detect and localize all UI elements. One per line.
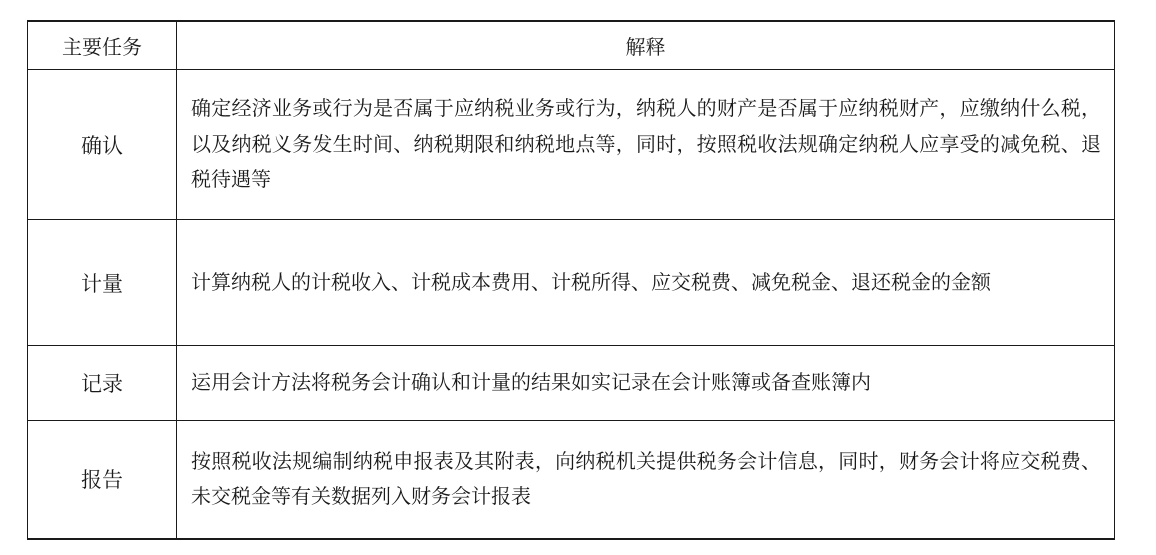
table-row [28, 220, 1115, 346]
table-row [28, 346, 1115, 421]
header-explanation: 解释 [177, 21, 1115, 70]
task-cell: 确认 [28, 70, 177, 220]
explanation-cell: 确定经济业务或行为是否属于应纳税业务或行为，纳税人的财产是否属于应纳税财产，应缴纳什么税，以及纳税义务发生时间、纳税期限和纳税地点等，同时，按照税收法规确定纳税人应享受的减免税、退税待遇等 [177, 70, 1115, 220]
explanation-cell: 计算纳税人的计税收入、计税成本费用、计税所得、应交税费、减免税金、退还税金的金额 [177, 220, 1115, 346]
table-row [28, 421, 1115, 539]
table-header-row [28, 21, 1115, 70]
table-row [28, 70, 1115, 220]
task-cell: 记录 [28, 346, 177, 421]
header-task: 主要任务 [28, 21, 177, 70]
task-cell: 报告 [28, 421, 177, 539]
tax-accounting-tasks-table [27, 20, 1115, 540]
task-cell: 计量 [28, 220, 177, 346]
explanation-cell: 运用会计方法将税务会计确认和计量的结果如实记录在会计账簿或备查账簿内 [177, 346, 1115, 421]
explanation-cell: 按照税收法规编制纳税申报表及其附表，向纳税机关提供税务会计信息，同时，财务会计将应交税费、未交税金等有关数据列入财务会计报表 [177, 421, 1115, 539]
